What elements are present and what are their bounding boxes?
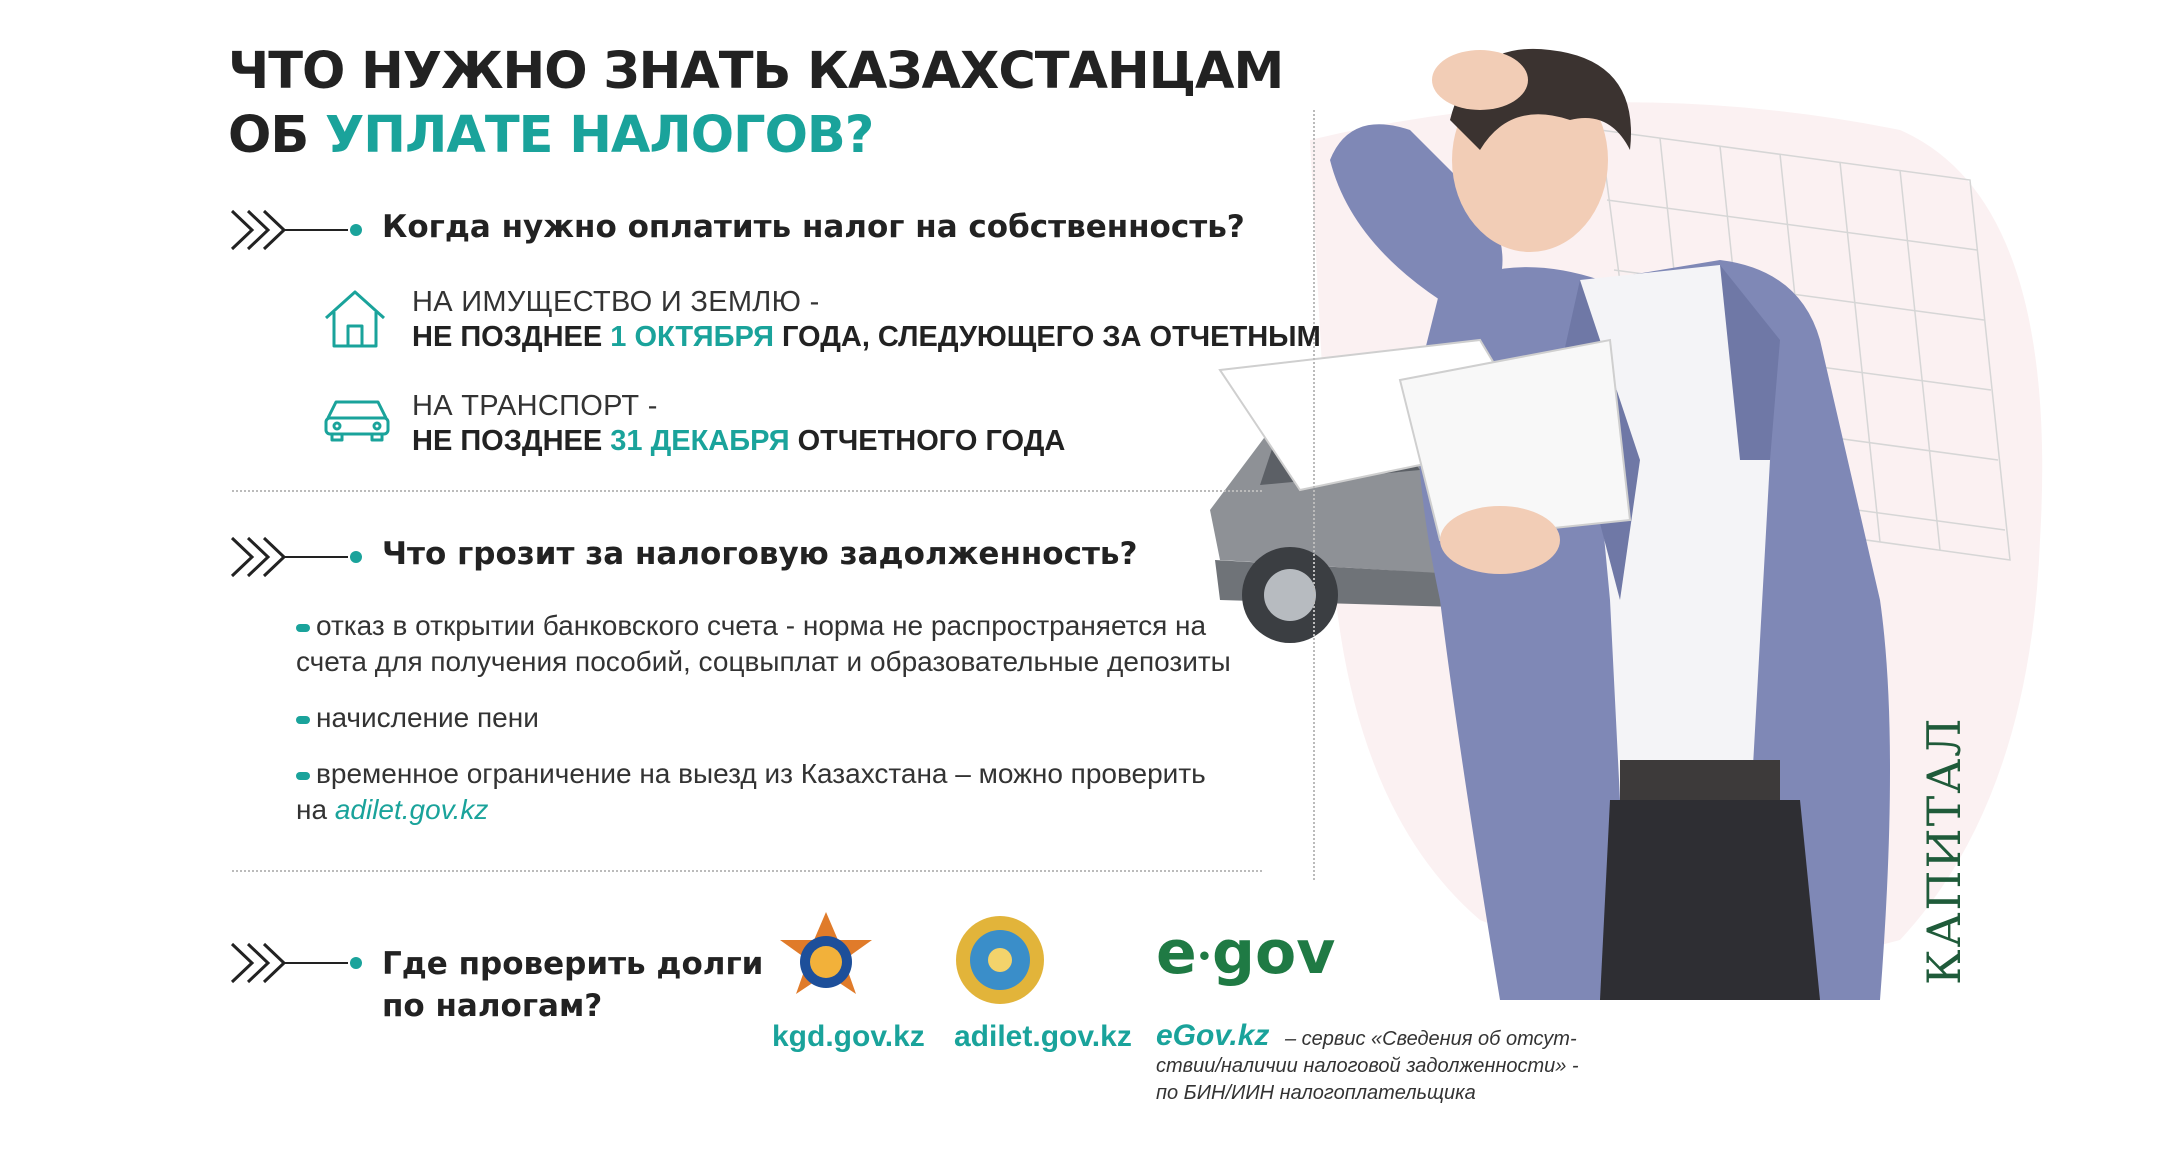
title-line-2	[228, 106, 873, 165]
divider-1	[232, 490, 1262, 492]
title-prefix: ОБ	[228, 106, 325, 165]
title-line-1: ЧТО НУЖНО ЗНАТЬ КАЗАХСТАНЦАМ	[228, 42, 1284, 101]
item2-line1: НА ТРАНСПОРТ -	[412, 390, 658, 422]
triple-chevron-icon	[218, 938, 368, 988]
divider-2	[232, 870, 1262, 872]
state-emblem-icon	[952, 910, 1048, 1010]
car-icon	[322, 394, 392, 444]
house-icon	[322, 288, 388, 350]
egov-link[interactable]: eGov.kz	[1156, 1019, 1270, 1052]
adilet-link[interactable]: adilet.gov.kz	[334, 794, 489, 825]
triple-chevron-icon	[218, 205, 368, 255]
bullet-dash-icon	[296, 772, 310, 780]
bullet-3: временное ограничение на выезд из Казахстана – можно проверить на adilet.gov.kz	[296, 758, 1206, 825]
section2-question: Что грозит за налоговую задолженность?	[382, 536, 1138, 572]
brand-logo: КАПИТАЛ	[1917, 716, 1971, 985]
section3-question-line1: Где проверить долги	[382, 946, 764, 982]
bullet-dash-icon	[296, 716, 310, 724]
section1-question: Когда нужно оплатить налог на собственность?	[382, 209, 1245, 245]
item2-line2: НЕ ПОЗДНЕЕ 31 ДЕКАБРЯ ОТЧЕТНОГО ГОДА	[412, 425, 1066, 457]
item1-line1: НА ИМУЩЕСТВО И ЗЕМЛЮ -	[412, 286, 820, 318]
bullet-1: отказ в открытии банковского счета - норма не распространяется на счета для получения пособий, соцвыплат и образовательные депозиты	[296, 610, 1231, 677]
kgd-emblem-icon	[776, 910, 876, 1010]
section3-question-line2: по налогам?	[382, 988, 603, 1024]
title-highlight: УПЛАТЕ НАЛОГОВ?	[324, 106, 874, 165]
bullet-dash-icon	[296, 624, 310, 632]
egov-block: eGov.kz – сервис «Сведения об отсут- ствии/наличии налоговой задолженности» - по БИН/ИИН налогоплательщика	[1156, 1019, 1579, 1104]
triple-chevron-icon	[218, 532, 368, 582]
vertical-divider	[1313, 110, 1315, 880]
adilet-site-link[interactable]: adilet.gov.kz	[954, 1020, 1132, 1053]
bullet-2: начисление пени	[296, 700, 1256, 736]
kgd-link[interactable]: kgd.gov.kz	[772, 1020, 925, 1053]
egov-logo: e•gov	[1156, 918, 1336, 988]
item1-line2: НЕ ПОЗДНЕЕ 1 ОКТЯБРЯ ГОДА, СЛЕДУЮЩЕГО ЗА ОТЧЕТНЫМ	[412, 321, 1321, 353]
